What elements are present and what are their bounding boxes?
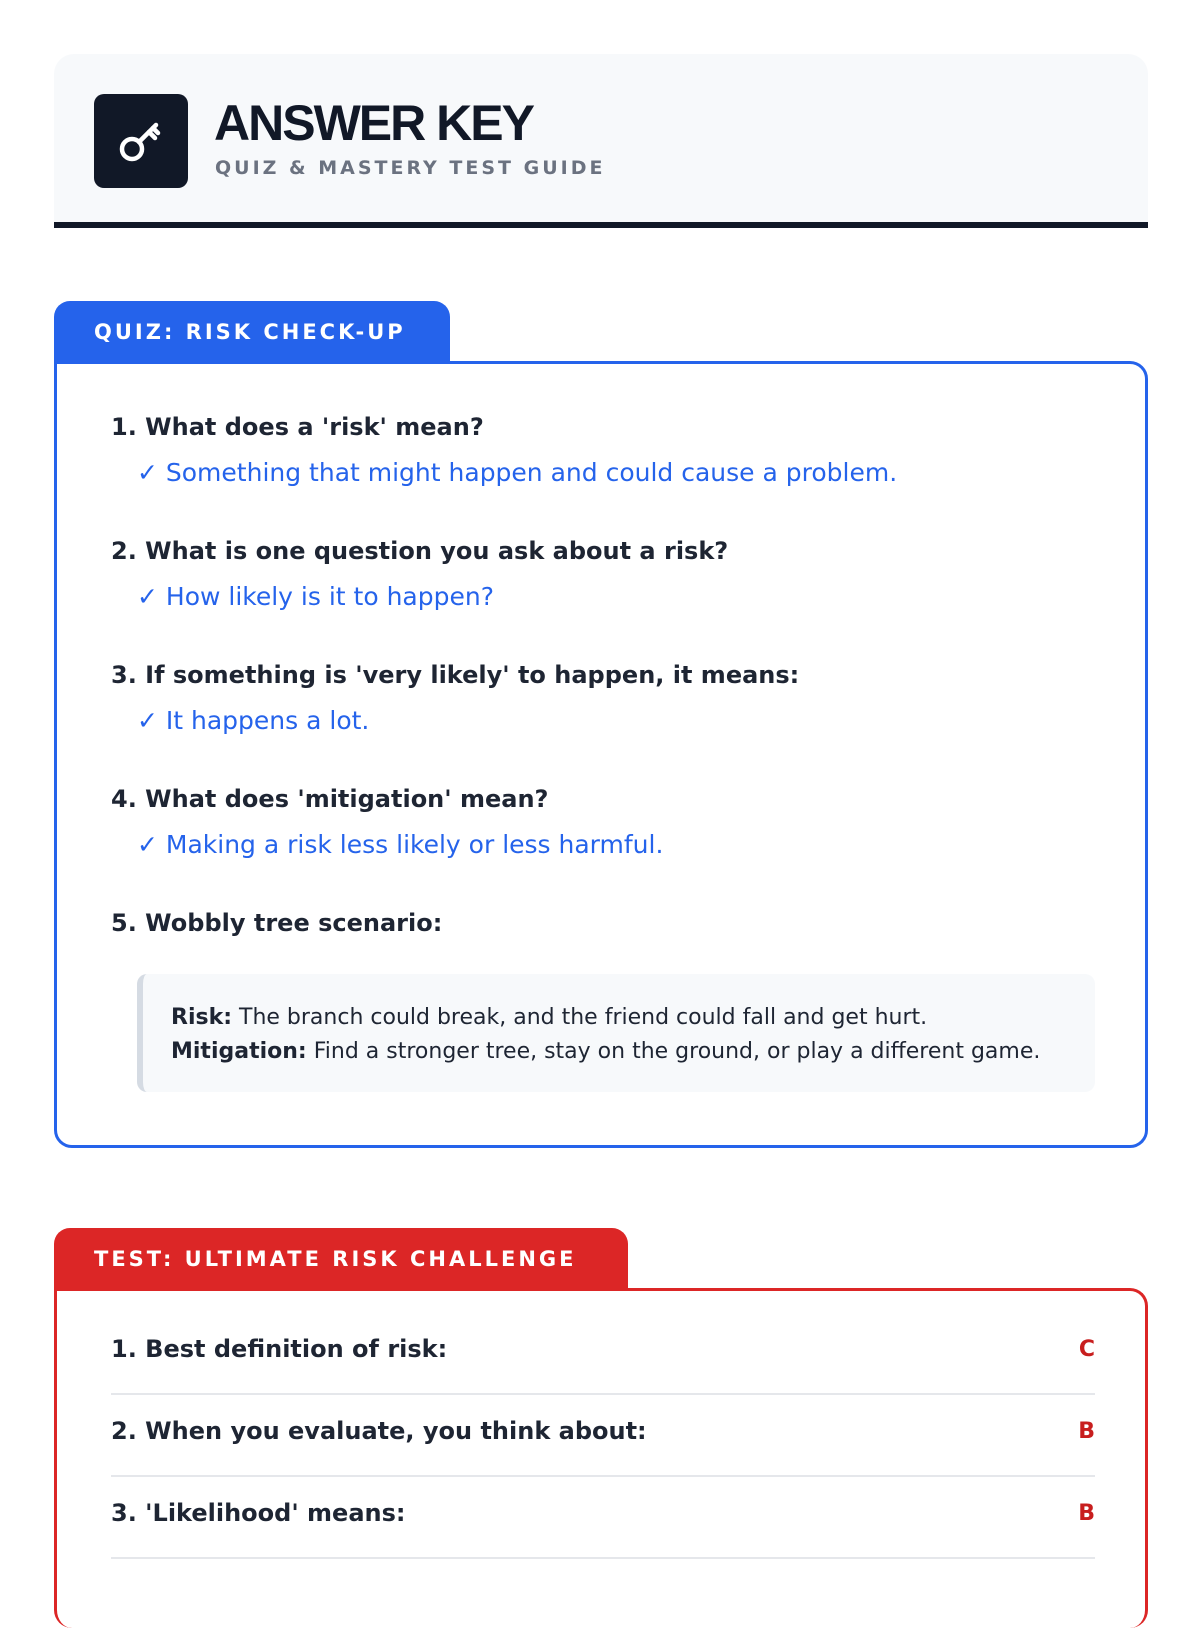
test-answer: B: [1078, 1501, 1095, 1526]
key-icon: [94, 94, 188, 188]
scenario-box: [137, 974, 1095, 1092]
answer-key-header: [54, 54, 1148, 228]
test-question: 3. 'Likelihood' means:: [111, 1499, 406, 1527]
quiz-answer: ✓ Making a risk less likely or less harmful.: [137, 830, 664, 859]
page-title: ANSWER KEY: [214, 95, 533, 151]
mitigation-label: Mitigation:: [171, 1039, 307, 1064]
test-panel: [54, 1288, 1148, 1628]
risk-label: Risk:: [171, 1005, 233, 1030]
quiz-question: 2. What is one question you ask about a risk?: [111, 537, 729, 565]
test-row: [111, 1477, 1095, 1559]
test-row: [111, 1395, 1095, 1477]
quiz-question: 1. What does a 'risk' mean?: [111, 413, 484, 441]
quiz-question: 4. What does 'mitigation' mean?: [111, 785, 549, 813]
mitigation-text: Find a stronger tree, stay on the ground, or play a different game.: [313, 1039, 1041, 1064]
test-answer: C: [1078, 1337, 1095, 1362]
quiz-answer: ✓ Something that might happen and could cause a problem.: [137, 458, 898, 487]
quiz-section-tab: QUIZ: RISK CHECK-UP: [54, 301, 450, 363]
page-subtitle: QUIZ & MASTERY TEST GUIDE: [215, 157, 606, 179]
test-row: [111, 1313, 1095, 1395]
quiz-answer: ✓ How likely is it to happen?: [137, 582, 494, 611]
scenario-risk-line: [171, 1001, 1095, 1035]
key-icon-glyph: [115, 115, 167, 167]
quiz-answer: ✓ It happens a lot.: [137, 706, 370, 735]
test-section-tab: TEST: ULTIMATE RISK CHALLENGE: [54, 1228, 628, 1290]
quiz-question: 5. Wobbly tree scenario:: [111, 909, 443, 937]
test-question: 2. When you evaluate, you think about:: [111, 1417, 647, 1445]
quiz-question: 3. If something is 'very likely' to happen, it means:: [111, 661, 800, 689]
quiz-panel: [54, 361, 1148, 1148]
test-question: 1. Best definition of risk:: [111, 1335, 448, 1363]
test-answer: B: [1078, 1419, 1095, 1444]
risk-text: The branch could break, and the friend could fall and get hurt.: [239, 1005, 928, 1030]
scenario-mitigation-line: [171, 1035, 1095, 1069]
